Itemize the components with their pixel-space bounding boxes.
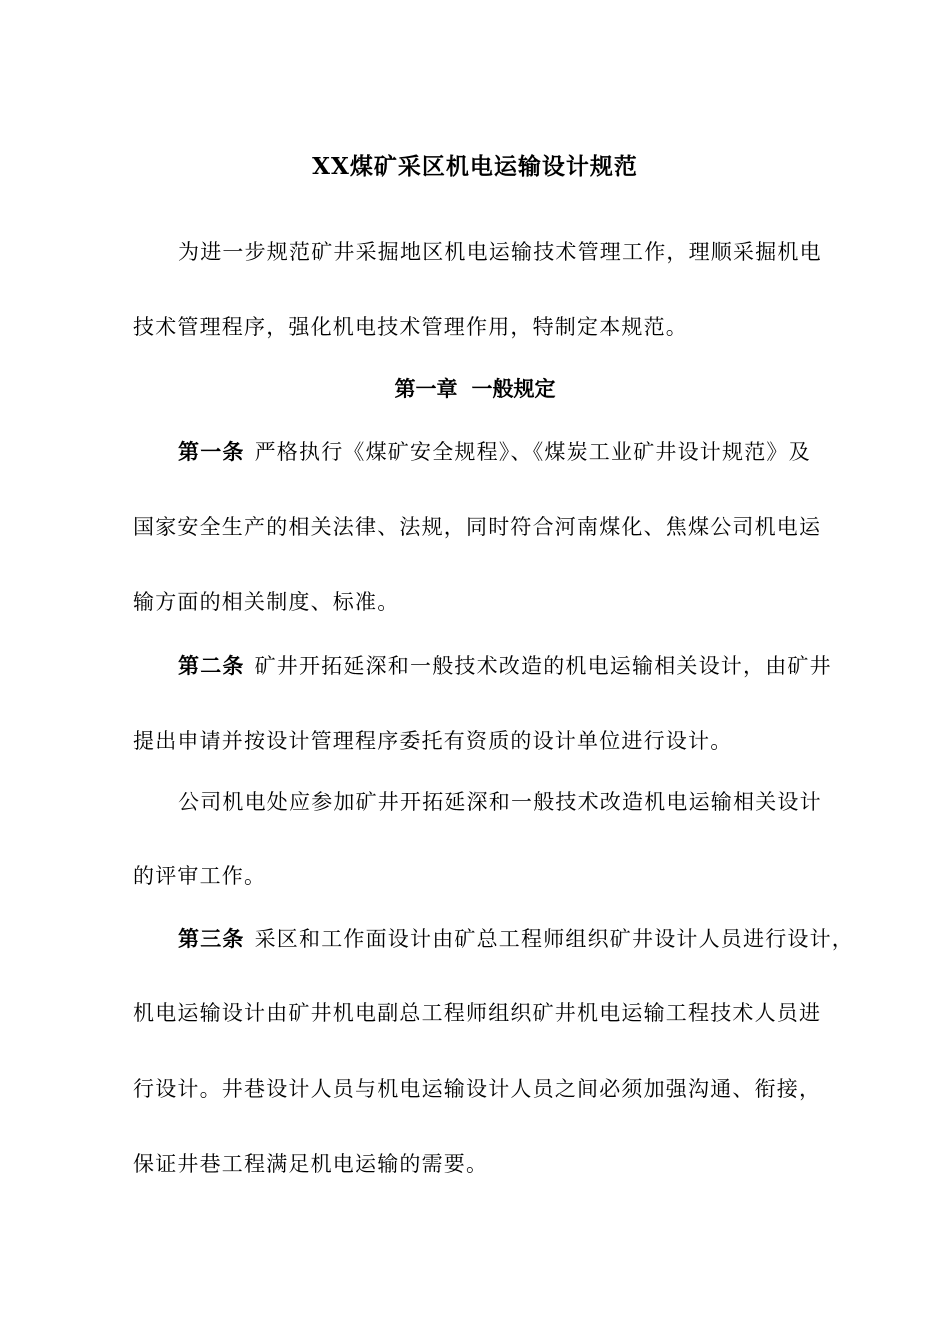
article-first-line xyxy=(178,651,898,681)
article-text: 矿井开拓延深和一般技术改造的机电运输相关设计，由矿井 xyxy=(254,654,832,678)
article-line: 提出申请并按设计管理程序委托有资质的设计单位进行设计。 xyxy=(133,729,733,753)
intro-line: 技术管理程序，强化机电技术管理作用，特制定本规范。 xyxy=(133,315,688,339)
article-line: 机电运输设计由矿井机电副总工程师组织矿井机电运输工程技术人员进 xyxy=(133,1001,822,1025)
article-label: 第一条 xyxy=(178,439,245,464)
chapter-heading xyxy=(0,374,950,404)
article-line: 国家安全生产的相关法律、法规，同时符合河南煤化、焦煤公司机电运 xyxy=(133,515,822,539)
article-label: 第二条 xyxy=(178,653,245,678)
article-line: 保证井巷工程满足机电运输的需要。 xyxy=(133,1152,489,1176)
article-line: 输方面的相关制度、标准。 xyxy=(133,590,400,614)
article-text: 严格执行《煤矿安全规程》、《煤炭工业矿井设计规范》及 xyxy=(254,440,811,464)
article-line: 行设计。井巷设计人员与机电运输设计人员之间必须加强沟通、衔接， xyxy=(133,1077,822,1101)
paragraph-line: 公司机电处应参加矿井开拓延深和一般技术改造机电运输相关设计 xyxy=(178,790,822,814)
article-first-line xyxy=(178,437,898,467)
article-text: 采区和工作面设计由矿总工程师组织矿井设计人员进行设计， xyxy=(254,927,855,951)
chapter-number: 第一章 xyxy=(394,376,458,401)
paragraph-line: 的评审工作。 xyxy=(133,864,267,888)
intro-line: 为进一步规范矿井采掘地区机电运输技术管理工作，理顺采掘机电 xyxy=(178,240,822,264)
article-first-line xyxy=(178,924,898,954)
chapter-name: 一般规定 xyxy=(471,376,556,401)
article-label: 第三条 xyxy=(178,926,245,951)
document-title: XX煤矿采区机电运输设计规范 xyxy=(312,153,638,180)
